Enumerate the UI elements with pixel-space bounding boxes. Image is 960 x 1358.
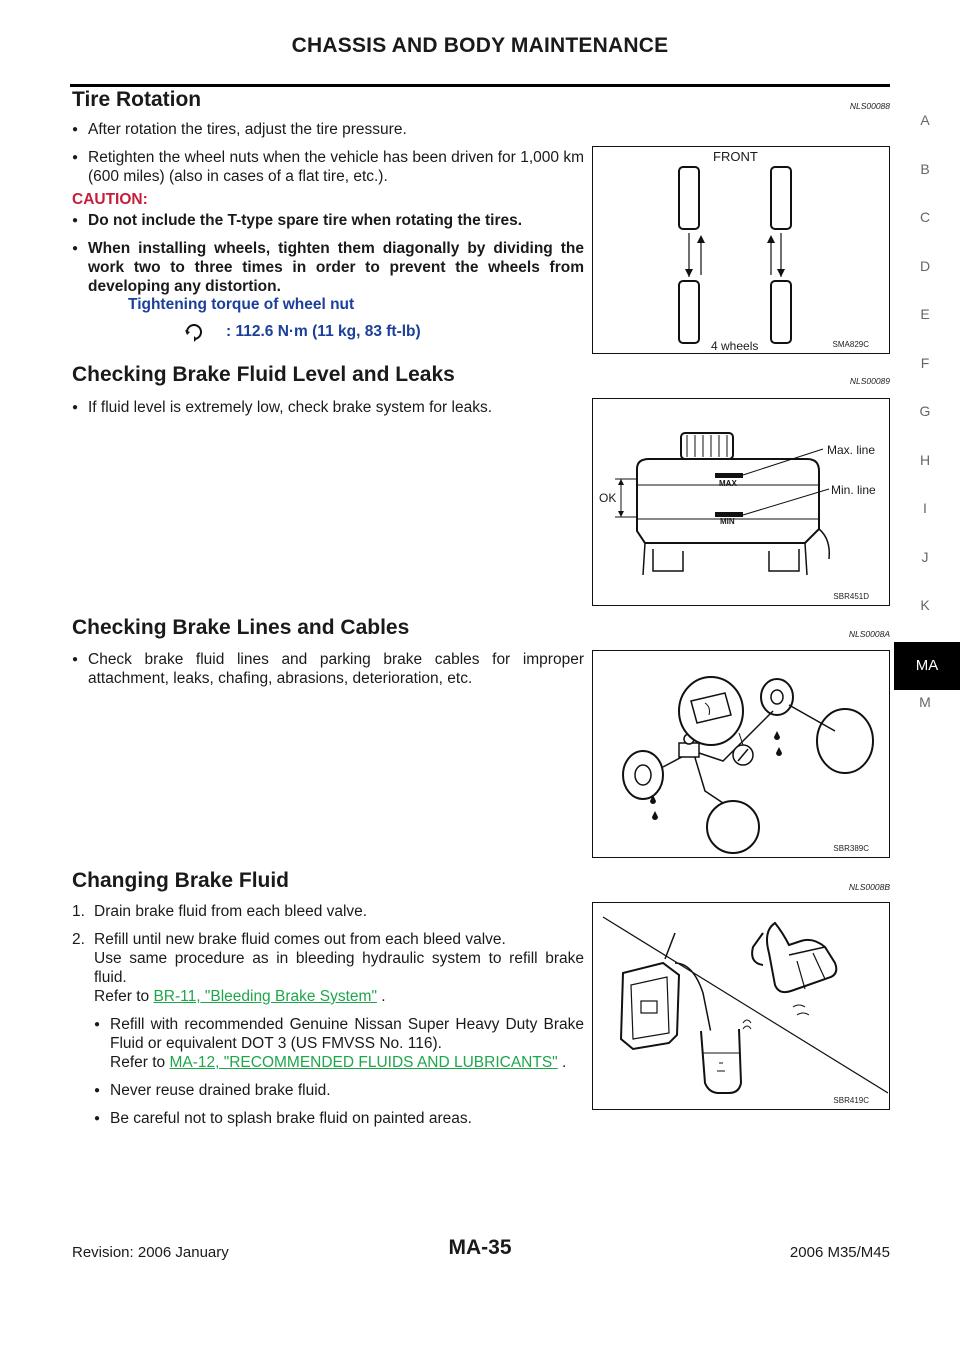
section-title-brake-fluid: Checking Brake Fluid Level and Leaks	[72, 363, 455, 386]
section-code-changing-fluid: NLS0008B	[848, 882, 890, 892]
footer-revision: Revision: 2006 January	[72, 1244, 229, 1261]
section-title-tire-rotation: Tire Rotation	[72, 88, 202, 111]
section-code-brake-lines: NLS0008A	[848, 629, 890, 639]
bullet-item: ● Retighten the wheel nuts when the vehicle has been driven for 1,000 km (600 miles) (also in cases of a flat tire, etc.).	[72, 148, 584, 186]
section-code-tire-rotation: NLS00088	[849, 101, 890, 111]
figure-code: SBR419C	[833, 1096, 869, 1105]
link-recommended-fluids[interactable]: MA-12, "RECOMMENDED FLUIDS AND LUBRICANTS"	[169, 1054, 558, 1071]
side-tab-j[interactable]: J	[921, 548, 929, 565]
step-reference	[94, 987, 584, 1006]
figure-label-wheels: 4 wheels	[711, 339, 759, 353]
side-tab-m[interactable]: M	[919, 694, 931, 710]
step-number: 1.	[72, 903, 85, 920]
refer-text: Refer to	[110, 1054, 166, 1071]
sub-bullet-text: ● Refill with recommended Genuine Nissan Super Heavy Duty Brake Fluid or equivalent DOT 3 (US FMVSS No. 116).	[110, 1016, 584, 1052]
step-number: 2.	[72, 931, 85, 948]
side-tab-i[interactable]: I	[923, 500, 927, 516]
figure-tire-rotation	[592, 146, 890, 354]
header-rule	[70, 84, 890, 87]
caution-bullet: ● When installing wheels, tighten them diagonally by dividing the work two to three times in order to prevent the wheels from developing any distortion.	[72, 239, 584, 296]
side-tab-g[interactable]: G	[919, 403, 931, 419]
figure-brake-reservoir	[592, 398, 890, 606]
tire-rotation-body	[72, 120, 584, 296]
side-tab-d[interactable]: D	[919, 257, 931, 274]
sub-bullet-item: ● Be careful not to splash brake fluid on painted areas.	[72, 1109, 584, 1128]
refer-end: .	[562, 1054, 567, 1071]
bleeding-fluid-diagram	[593, 903, 888, 1108]
sub-bullet-item	[72, 1015, 584, 1072]
sub-bullet-item: ● Never reuse drained brake fluid.	[72, 1081, 584, 1100]
brake-reservoir-diagram	[593, 399, 888, 604]
page-header-title: CHASSIS AND BODY MAINTENANCE	[291, 34, 669, 57]
brake-lines-diagram	[593, 651, 888, 856]
torque-label: Tightening torque of wheel nut	[128, 296, 355, 313]
tire-rotation-diagram	[593, 147, 888, 352]
max-line-label: Max. line	[827, 443, 876, 457]
step-1	[72, 902, 584, 921]
side-tab-f[interactable]: F	[920, 354, 930, 371]
step-text: Use same procedure as in bleeding hydraulic system to refill brake fluid.	[94, 950, 584, 986]
figure-code: SBR451D	[833, 592, 869, 601]
footer-model: 2006 M35/M45	[789, 1244, 890, 1261]
step-text: Drain brake fluid from each bleed valve.	[94, 903, 368, 920]
figure-brake-lines	[592, 650, 890, 858]
caution-label: CAUTION:	[72, 191, 148, 208]
refer-text: Refer to	[94, 988, 150, 1005]
side-index-tabs	[890, 108, 960, 739]
torque-value: : 112.6 N·m (11 kg, 83 ft-lb)	[226, 323, 421, 340]
min-line-label: Min. line	[831, 483, 876, 497]
side-tab-h[interactable]: H	[919, 451, 931, 468]
bullet-item: ● After rotation the tires, adjust the tire pressure.	[72, 120, 584, 139]
side-tab-c[interactable]: C	[919, 209, 931, 225]
bullet-item: ● Check brake fluid lines and parking brake cables for improper attachment, leaks, chafing, abrasions, deterioration, etc.	[72, 650, 584, 688]
sub-bullet-reference	[110, 1053, 584, 1072]
step-text: Refill until new brake fluid comes out from each bleed valve.	[94, 931, 506, 948]
figure-bleeding-fluid	[592, 902, 890, 1110]
bullet-item: ● If fluid level is extremely low, check brake system for leaks.	[72, 398, 584, 417]
section-code-brake-fluid: NLS00089	[849, 376, 890, 386]
figure-code: SMA829C	[832, 340, 869, 349]
caution-bullet: ● Do not include the T-type spare tire when rotating the tires.	[72, 211, 584, 230]
figure-label-front: FRONT	[713, 149, 758, 164]
ok-label: OK	[599, 491, 617, 505]
brake-lines-body	[72, 650, 584, 688]
step-2	[72, 930, 584, 1006]
side-tab-b[interactable]: B	[920, 160, 930, 177]
side-tab-a[interactable]: A	[920, 112, 930, 128]
figure-code: SBR389C	[833, 844, 869, 853]
section-title-brake-lines: Checking Brake Lines and Cables	[72, 616, 410, 639]
torque-wrench-icon	[184, 322, 204, 342]
side-tab-k[interactable]: K	[920, 597, 930, 613]
section-title-changing-fluid: Changing Brake Fluid	[72, 869, 290, 892]
max-mark: MAX	[719, 479, 737, 488]
refer-end: .	[381, 988, 386, 1005]
link-bleeding-brake-system[interactable]: BR-11, "Bleeding Brake System"	[153, 988, 377, 1005]
footer-page-number: MA-35	[448, 1236, 512, 1259]
side-tab-ma-active[interactable]: MA	[894, 642, 960, 691]
brake-fluid-body	[72, 398, 584, 417]
min-mark: MIN	[720, 517, 735, 526]
side-tab-e[interactable]: E	[920, 306, 930, 322]
changing-fluid-body	[72, 902, 584, 1128]
